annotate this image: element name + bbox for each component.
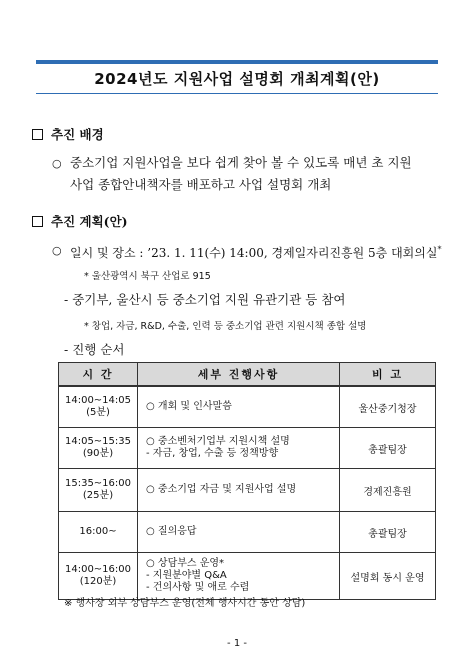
time-cell [59, 386, 138, 428]
table-header-row [59, 363, 436, 387]
address-note: * 울산광역시 북구 산업로 915 [84, 271, 211, 282]
remark-cell: 총괄팀장 [340, 428, 436, 469]
duration: (90분) [82, 448, 114, 459]
table-row [59, 386, 436, 428]
table-row [59, 553, 436, 600]
datetime-place-text: 일시 및 장소 : ’23. 1. 11(수) 14:00, 경제일자리진흥원 5층 대회의실 [70, 246, 438, 260]
datetime-place-line [70, 239, 441, 264]
schedule-table [58, 362, 436, 600]
topics-note: * 창업, 자금, R&D, 수출, 인력 등 중소기업 관련 지원시책 종합 설명 [84, 321, 367, 332]
detail-line: ○ 개회 및 인사말씀 [146, 401, 232, 412]
duration: (25분) [82, 490, 114, 501]
circle-bullet-icon: ○ [52, 244, 62, 257]
time-cell [59, 512, 138, 553]
time-range: 14:00~16:00 [64, 564, 131, 575]
time-range: 15:35~16:00 [64, 478, 131, 489]
remark-cell: 경제진흥원 [340, 469, 436, 512]
section-heading-plan [32, 212, 128, 230]
detail-cell [138, 512, 340, 553]
schedule-heading: - 진행 순서 [64, 342, 125, 357]
document-title: 2024년도 지원사업 설명회 개최계획(안) [94, 70, 380, 88]
detail-cell [138, 469, 340, 512]
time-cell [59, 553, 138, 600]
header-remark: 비 고 [340, 363, 436, 387]
detail-subline: - 건의사항 및 애로 수렴 [146, 582, 250, 593]
detail-cell [138, 428, 340, 469]
time-cell [59, 428, 138, 469]
detail-line: ○ 중소벤처기업부 지원시책 설명 [146, 436, 290, 447]
square-bullet-icon [32, 129, 43, 140]
time-range: 16:00~ [79, 526, 117, 537]
document-title-box [36, 60, 438, 94]
page-number: - 1 - [227, 638, 247, 649]
duration: (5분) [86, 407, 110, 418]
section-heading-text: 추진 계획(안) [51, 214, 128, 229]
header-detail: 세부 진행사항 [138, 363, 340, 387]
participants-line: - 중기부, 울산시 등 중소기업 지원 유관기관 등 참여 [64, 292, 346, 307]
detail-subline: - 지원분야별 Q&A [146, 570, 227, 581]
time-range: 14:00~14:05 [64, 395, 131, 406]
time-cell [59, 469, 138, 512]
table-row [59, 469, 436, 512]
section-heading-text: 추진 배경 [51, 127, 104, 142]
detail-cell [138, 386, 340, 428]
duration: (120분) [79, 576, 117, 587]
detail-line: ○ 상담부스 운영* [146, 558, 225, 569]
remark-cell: 울산중기청장 [340, 386, 436, 428]
background-line-2: 사업 종합안내책자를 배포하고 사업 설명회 개최 [70, 177, 332, 192]
remark-cell: 설명회 동시 운영 [340, 553, 436, 600]
remark-cell: 총괄팀장 [340, 512, 436, 553]
header-time: 시 간 [59, 363, 138, 387]
circle-bullet-icon: ○ [52, 157, 62, 170]
table-row [59, 428, 436, 469]
background-line-1: 중소기업 지원사업을 보다 쉽게 찾아 볼 수 있도록 매년 초 지원 [70, 155, 412, 170]
detail-subline: - 자금, 창업, 수출 등 정책방향 [146, 448, 279, 459]
detail-cell [138, 553, 340, 600]
table-row [59, 512, 436, 553]
detail-line: ○ 중소기업 자금 및 지원사업 설명 [146, 484, 297, 495]
detail-line: ○ 질의응답 [146, 526, 197, 537]
footnote: ※ 행사장 외부 상담부스 운영(전체 행사시간 동안 상담) [64, 598, 306, 609]
time-range: 14:05~15:35 [64, 436, 131, 447]
datetime-footnote-mark: * [437, 245, 442, 254]
square-bullet-icon [32, 216, 43, 227]
section-heading-background [32, 125, 104, 143]
